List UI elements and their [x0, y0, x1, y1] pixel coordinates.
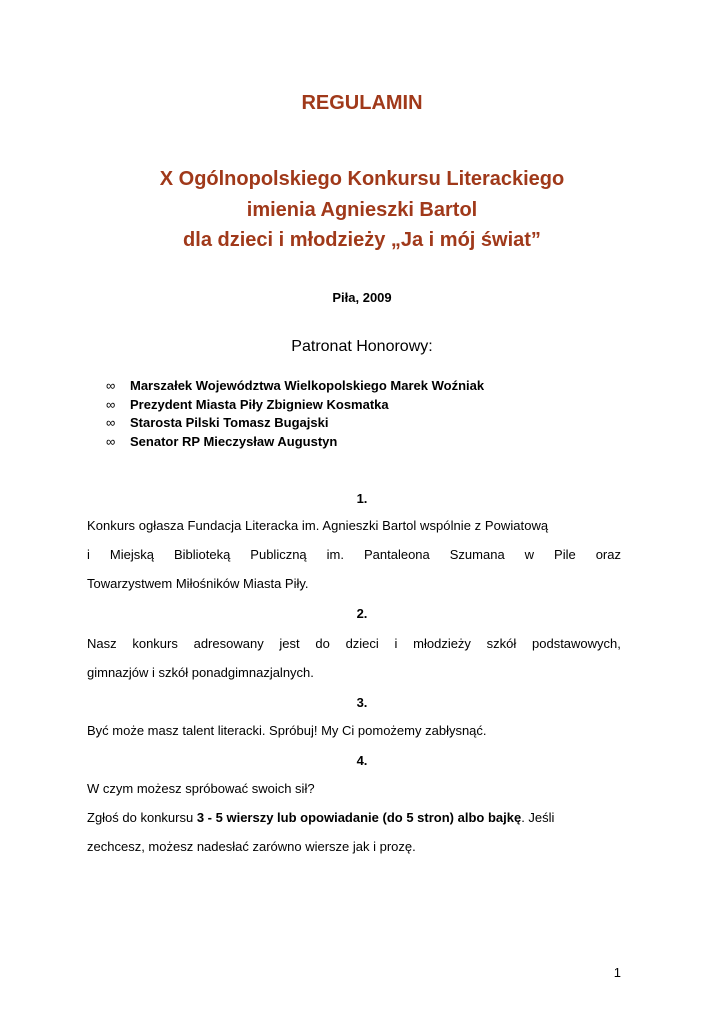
word: Szumana [449, 547, 505, 562]
section-number-3: 3. [356, 695, 368, 710]
section-1-text [87, 511, 621, 598]
section-4-text [87, 774, 621, 861]
page-number: 1 [613, 965, 621, 980]
word: Miejską [109, 547, 154, 562]
word: młodzieży [413, 636, 471, 651]
paragraph-line: Być może masz talent literacki. Spróbuj! My Ci pomożemy zabłysnąć. [87, 723, 487, 738]
document-subtitle [0, 164, 724, 256]
subtitle-line: dla dzieci i młodzieży „Ja i mój świat” [183, 229, 541, 251]
patron-item [106, 414, 484, 433]
patron-item [106, 396, 484, 415]
word: Pantaleona [363, 547, 430, 562]
text-run: . Jeśli [521, 810, 555, 825]
paragraph-line: zechcesz, możesz nadesłać zarówno wiersze jak i prozę. [87, 839, 416, 854]
paragraph-line-justified [87, 540, 621, 569]
word: Pile [554, 547, 576, 562]
infinity-bullet-icon: ∞ [106, 434, 116, 450]
patron-item [106, 433, 484, 452]
patron-heading: Patronat Honorowy: [291, 338, 433, 355]
section-3-text [87, 716, 621, 745]
patron-name: Starosta Pilski Tomasz Bugajski [130, 415, 329, 431]
word: Publiczną [250, 547, 307, 562]
patron-name: Prezydent Miasta Piły Zbigniew Kosmatka [130, 396, 389, 412]
patron-list [106, 377, 484, 452]
paragraph-line [87, 803, 621, 832]
infinity-bullet-icon: ∞ [106, 396, 116, 412]
document-title: REGULAMIN [301, 92, 423, 114]
word: konkurs [132, 636, 178, 651]
section-number-4: 4. [356, 753, 368, 768]
place-date: Piła, 2009 [332, 290, 392, 305]
word: Nasz [87, 636, 117, 651]
word: oraz [595, 547, 621, 562]
word: dzieci [345, 636, 379, 651]
bold-text-run: 3 - 5 wierszy lub opowiadanie (do 5 stron) albo bajkę [196, 810, 522, 825]
word: i [394, 636, 398, 651]
patron-item [106, 377, 484, 396]
word: adresowany [193, 636, 264, 651]
paragraph-line: gimnazjów i szkół ponadgimnazjalnych. [87, 665, 314, 680]
section-number-1: 1. [356, 491, 368, 506]
word: Biblioteką [173, 547, 231, 562]
paragraph-line: Towarzystwem Miłośników Miasta Piły. [87, 576, 309, 591]
subtitle-line: X Ogólnopolskiego Konkursu Literackiego [159, 168, 565, 190]
word: podstawowych, [532, 636, 621, 651]
paragraph-line: Konkurs ogłasza Fundacja Literacka im. Agnieszki Bartol wspólnie z Powiatową [87, 518, 549, 533]
word: do [315, 636, 330, 651]
word: szkół [486, 636, 517, 651]
infinity-bullet-icon: ∞ [106, 378, 116, 393]
paragraph-line: W czym możesz spróbować swoich sił? [87, 781, 315, 796]
infinity-bullet-icon: ∞ [106, 415, 116, 431]
subtitle-line: imienia Agnieszki Bartol [246, 198, 478, 221]
text-run: Zgłoś do konkursu [87, 810, 197, 825]
word: i [87, 547, 90, 562]
word: jest [279, 636, 300, 651]
section-number-2: 2. [356, 606, 368, 621]
patron-name: Senator RP Mieczysław Augustyn [130, 434, 338, 450]
word: im. [326, 547, 344, 562]
paragraph-line-justified [87, 629, 621, 658]
word: w [524, 547, 535, 562]
section-2-text [87, 629, 621, 687]
patron-name: Marszałek Województwa Wielkopolskiego Marek Woźniak [130, 378, 485, 393]
